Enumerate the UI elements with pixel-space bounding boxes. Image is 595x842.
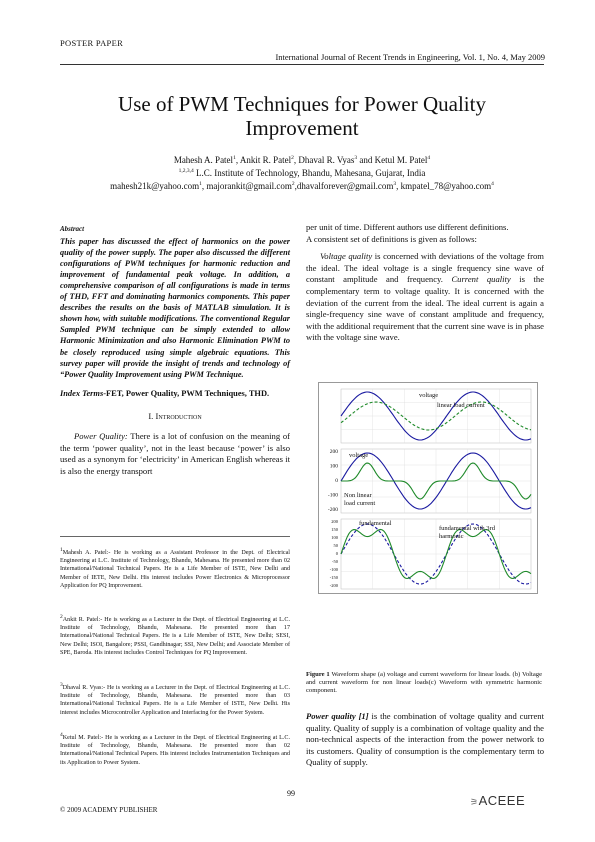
footnote-rule (60, 536, 290, 537)
page-number: 99 (287, 789, 295, 798)
author-name: Mahesh A. Patel (173, 155, 234, 165)
author-emails: mahesh21k@yahoo.com$^1$, majorankit@gmail.com$^2$,dhavalforever@gmail.com$^3$, kmpatel_78@yahoo.com$^4$ (110, 181, 494, 191)
affiliation (60, 166, 544, 179)
author-name: Ankit R. Patel (239, 155, 292, 165)
affiliation-sup: 1,2,3,4 (178, 168, 194, 174)
right-paragraph-2: A consistent set of definitions is given as follows: (306, 233, 477, 244)
abstract-body: This paper has discussed the effect of harmonics on the power quality of the power supply. The paper also discussed the different configurations of PWM techniques for harmonic reduction and improvement of fundamental peak voltage. In addition, a comprehensive comparison of all configurations is made in terms of THD, FFT and dominating harmonics components. This paper describes the results on the basis of MATLAB simulation. It is shown how, with suitable modifications. The conventional Regular Sampled PWM technique can be simply extended to allow Harmonic Minimization and also Harmonic Elimination PWM to be closely reproduced using simple algebraic equations. This survey paper will provide the insight of trends and technology of “Power Quality Improvement using PWM Technique. (60, 236, 290, 379)
figure-caption-label: Figure 1 (306, 671, 330, 678)
title-line-1: Use of PWM Techniques for Power Quality (118, 92, 486, 116)
footnote-sup: 4 (60, 732, 63, 738)
power-quality-paragraph (306, 711, 544, 769)
footnote-sup: 3 (60, 682, 63, 688)
title-line-2: Improvement (245, 116, 359, 140)
panel-b-label-load-current: load current (344, 500, 376, 507)
panel-c-ytick: 50 (333, 543, 338, 548)
panel-c-ytick: -50 (332, 559, 338, 564)
footnote-text: Dhaval R. Vyas:- He is working as a Lecturer in the Dept. of Electrical Engineering at L.C. Institute of Technology, Bhandu, Mahesana. He presented more than 03 International/National Technical Papers. He is a Life Member of ISTE, New Delhi. His interest includes Microcontroller Application and Interfacing for the Power System. (60, 685, 290, 716)
panel-b-ytick: 100 (329, 463, 338, 470)
panel-c-ytick: 0 (335, 551, 338, 556)
voltage-quality-text: is concerned with deviations of the voltage from the ideal. The ideal voltage is a single frequency sine wave of constant amplitude and frequency. (306, 251, 544, 285)
email-sup: 1 (199, 181, 202, 187)
intro-paragraph (60, 431, 290, 477)
copyright: © 2009 ACADEMY PUBLISHER (60, 806, 158, 814)
affiliation-text: L.C. Institute of Technology, Bhandu, Mahesana, Gujarat, India (196, 168, 426, 178)
panel-a-label-current: linear load current (437, 402, 485, 409)
panel-c-ytick: -200 (329, 583, 338, 588)
author-block (60, 153, 544, 192)
intro-lead: Power Quality: (74, 431, 128, 441)
left-column (60, 224, 290, 477)
panel-b-label-voltage: voltage (349, 452, 369, 459)
author-sup: 1 (233, 155, 236, 161)
footnote-3 (60, 681, 290, 717)
email-sup: 3 (393, 181, 397, 187)
panel-b-label-nonlinear: Non linear (344, 492, 372, 499)
voltage-quality-paragraph (306, 251, 544, 344)
current-quality-lead: Current quality (451, 274, 511, 285)
footnote-text: Mahesh A. Patel:- He is working as a Assistant Professor in the Dept. of Electrical Engineering at L.C. Institute of Technology, Bhandu, Mahesana. He presented more than 02 International/National Technical Papers. He is a Life Member of ISTE, New Delhi and Member of IETE, New Delhi. His interest includes Power Electronics & Microprocessor Application for PQ Improvement. (60, 550, 290, 589)
panel-c-label-harmonic-1: fundamental with 3rd (439, 525, 495, 532)
footnote-sup: 2 (60, 614, 63, 620)
paper-title (60, 92, 544, 140)
panel-b-ytick: -100 (327, 492, 338, 499)
figure-1 (318, 382, 538, 594)
footnote-sup: 1 (60, 547, 63, 553)
power-quality-lead: Power quality [1] (306, 711, 369, 721)
abstract-heading: Abstract (60, 225, 85, 233)
email-link[interactable]: dhavalforever@gmail.com (296, 181, 394, 191)
panel-c-ytick: 150 (331, 527, 338, 532)
index-terms-label: Index Terms (60, 388, 104, 398)
panel-c-ytick: 100 (331, 535, 338, 540)
footnote-4 (60, 731, 290, 767)
index-terms (60, 388, 290, 400)
header-rule (60, 64, 544, 65)
footnote-text: Ankit R. Patel:- He is working as a Lecturer in the Dept. of Electrical Engineering at L.C. Institute of Technology, Bhandu, Mahesana. He presented more than 17 International/National Technical Papers. He is a Life Member of ISTE, New Delhi; SESI, New Delhi; ISOI, Bangalore; PSSI, Gandhinagar; SSI, New Delhi; and Associate Member of SPE, Baroda. His interest includes Control Techniques for PQ Improvement. (60, 617, 290, 656)
panel-a-label-voltage: voltage (419, 392, 439, 399)
author-sup: 2 (291, 155, 294, 161)
figure-caption-text: Waveform shape (a) voltage and current waveform for linear loads. (b) Voltage and current waveform for non linear loads(c) Waveform with symmetric harmonic component. (306, 671, 542, 695)
index-terms-text: -FET, Power Quality, PWM Techniques, THD. (103, 388, 270, 398)
figure-1-svg (319, 383, 537, 593)
power-quality-text: is the combination of voltage quality and current quality. Quality of supply is a combination of voltage quality and the non-technical aspects of the interaction from the power network to its customers. Quality of consumption is the complementary term to Quality of supply. (306, 711, 544, 768)
panel-c-ytick: -150 (329, 575, 338, 580)
panel-c-ytick: 200 (331, 519, 338, 524)
panel-b-ytick: 0 (335, 478, 338, 484)
panel-c-ytick: -100 (329, 567, 338, 572)
email-link[interactable]: majorankit@gmail.com (206, 181, 292, 191)
email-sup: 4 (491, 181, 494, 187)
logo-mark-icon: ⚞ (470, 797, 479, 807)
poster-label: POSTER PAPER (60, 38, 124, 48)
publisher-logo (470, 793, 525, 808)
right-paragraph-1: per unit of time. Different authors use different definitions. (306, 222, 509, 232)
author-names: Mahesh A. Patel$^1$, Ankit R. Patel$^2$, Dhaval R. Vyas$^3$ and Ketul M. Patel$^4$ (173, 155, 431, 165)
panel-c-label-harmonic-2: harmonic (439, 533, 464, 540)
footnote-text: Ketul M. Patel:- He is working as a Lecturer in the Dept. of Electrical Engineering at L.C. Institute of Technology, Bhandu, Mahesana. He presented more than 02 International/National Technical Papers. His interest includes Instrumentation Techniques and its Application to Power System. (60, 735, 290, 766)
footnote-2 (60, 613, 290, 657)
current-quality-text: is the complementary term to voltage quality. It is concerned with the deviation of the current from the ideal. The ideal current is again a single-frequency sine wave of constant amplitude and frequency, with the additional requirement that the current sine wave is in phase with the voltage sine wave. (306, 274, 545, 343)
right-column (306, 222, 544, 344)
figure-caption (306, 671, 542, 696)
panel-b-ytick: -200 (327, 507, 338, 513)
intro-text: There is a lot of confusion on the meaning of the term ‘power quality’, not in the least because ‘power’ is also used as a synonym for ‘electricity’ in American English whereas it is also the energy transport (60, 431, 290, 476)
author-sup: 3 (354, 155, 358, 161)
email-link[interactable]: mahesh21k@yahoo.com (110, 181, 200, 191)
section-heading (60, 411, 290, 423)
author-sup: 4 (427, 155, 431, 161)
email-link[interactable]: kmpatel_78@yahoo.com (400, 181, 492, 191)
panel-c-label-fundamental: fundamental (359, 520, 392, 527)
logo-text: ACEEE (478, 793, 526, 808)
section-title: Introduction (155, 411, 202, 422)
email-sup: 2 (291, 181, 295, 187)
panel-b-ytick: 200 (329, 449, 338, 455)
footnote-1 (60, 546, 290, 590)
section-number: I. (148, 411, 154, 422)
voltage-quality-lead: Voltage quality (320, 251, 373, 262)
journal-header: International Journal of Recent Trends in Engineering, Vol. 1, No. 4, May 2009 (275, 52, 545, 62)
author-name: Dhaval R. Vyas (298, 155, 355, 165)
author-name: Ketul M. Patel (374, 155, 428, 165)
